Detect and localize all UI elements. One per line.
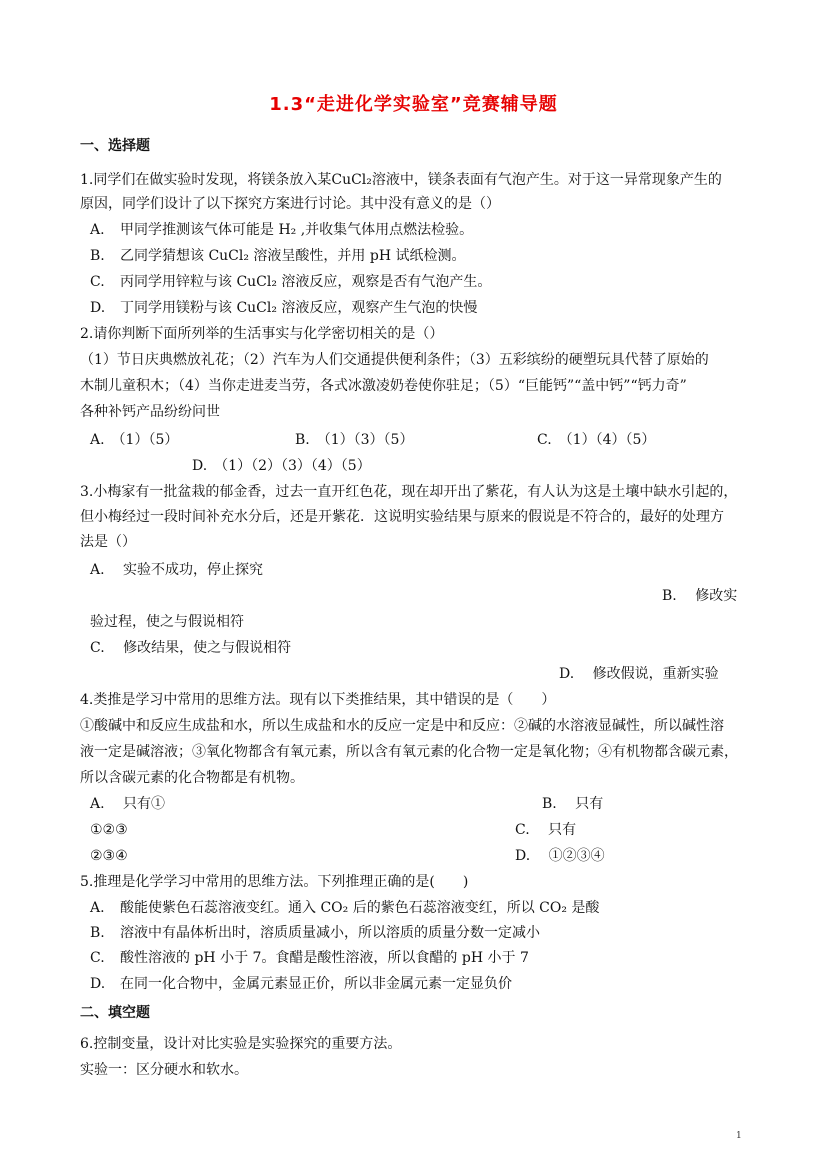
q5-stem: 5.推理是化学学习中常用的思维方法。下列推理正确的是( )	[80, 874, 469, 890]
q3-text-line2: 但小梅经过一段时间补充水分后，还是开紫花．这说明实验结果与原来的假说是不符合的，最好的处理方	[80, 509, 724, 525]
q4-text-line2: 液一定是碱溶液；③氧化物都含有氧元素，所以含有氧元素的化合物一定是氧化物；④有机物都含碳元素，	[80, 744, 738, 760]
q2-text-line2: 木制儿童积木；（4）当你走进麦当劳，各式冰激凌奶卷使你驻足；（5）“巨能钙”“盖中钙”“钙力奇”	[80, 378, 687, 394]
q1-option-d	[90, 298, 477, 318]
q2-stem: 2.请你判断下面所列举的生活事实与化学密切相关的是（）	[80, 326, 444, 342]
section-heading-fill: 二、填空题	[80, 1005, 150, 1021]
q5-option-a-label: A.	[90, 900, 105, 916]
q4-text-line3: 所以含碳元素的化合物都是有机物。	[80, 770, 304, 786]
q2-option-a: A. （1）（5）	[90, 432, 179, 448]
q1-option-c	[90, 272, 491, 292]
q3-option-b: B. 修改实	[662, 588, 738, 604]
q1-stem-line2: 原因，同学们设计了以下探究方案进行讨论。其中没有意义的是（）	[80, 196, 500, 212]
q1-option-a	[90, 220, 473, 240]
q3-option-a: A. 实验不成功，停止探究	[90, 562, 264, 578]
q1-option-c-text: 丙同学用锌粒与该 CuCl₂ 溶液反应，观察是否有气泡产生。	[120, 274, 492, 290]
q1-option-d-label: D.	[90, 300, 106, 316]
q4-option-d: D. ①②③④	[515, 848, 605, 864]
q4-option-b-continued: ①②③	[90, 822, 128, 838]
q5-option-d-text: 在同一化合物中，金属元素显正价，所以非金属元素一定显负价	[120, 976, 512, 992]
q5-option-c	[90, 948, 529, 968]
q5-option-c-label: C.	[90, 950, 105, 966]
q1-option-b	[90, 246, 466, 266]
q3-text-line1: 3.小梅家有一批盆栽的郁金香，过去一直开红色花，现在却开出了紫花，有人认为这是土壤中缺水引起的，	[80, 484, 738, 500]
q5-option-a-text: 酸能使紫色石蕊溶液变红。通入 CO₂ 后的紫色石蕊溶液变红，所以 CO₂ 是酸	[120, 900, 600, 916]
page-number: 1	[736, 1131, 742, 1141]
q3-option-d: D. 修改假说，重新实验	[559, 666, 719, 682]
q1-option-d-text: 丁同学用镁粉与该 CuCl₂ 溶液反应，观察产生气泡的快慢	[120, 300, 478, 316]
q4-text-line1: ①酸碱中和反应生成盐和水，所以生成盐和水的反应一定是中和反应：②碱的水溶液显碱性，所以碱性溶	[80, 718, 724, 734]
q5-option-b	[90, 923, 540, 943]
q5-option-b-text: 溶液中有晶体析出时，溶质质量减小，所以溶质的质量分数一定减小	[120, 925, 540, 941]
q6-stem: 6.控制变量，设计对比实验是实验探究的重要方法。	[80, 1036, 402, 1052]
q5-option-d	[90, 974, 512, 994]
q2-option-b: B. （1）（3）（5）	[295, 432, 414, 448]
q5-option-d-label: D.	[90, 976, 106, 992]
q5-option-b-label: B.	[90, 925, 105, 941]
q1-option-c-label: C.	[90, 274, 105, 290]
q4-option-c: C. 只有	[515, 822, 577, 838]
section-heading-choice: 一、选择题	[80, 138, 150, 154]
q4-option-b: B. 只有	[542, 796, 604, 812]
q4-option-c-continued: ②③④	[90, 848, 128, 864]
q1-option-a-label: A.	[90, 222, 105, 238]
q2-text-line1: （1）节日庆典燃放礼花；（2）汽车为人们交通提供便利条件；（3）五彩缤纷的硬塑玩具代替了原始的	[80, 352, 709, 368]
q1-option-b-text: 乙同学猜想该 CuCl₂ 溶液呈酸性，并用 pH 试纸检测。	[120, 248, 466, 264]
q2-text-line3: 各种补钙产品纷纷问世	[80, 404, 220, 420]
q3-option-c: C. 修改结果，使之与假说相符	[90, 640, 292, 656]
q2-option-c: C. （1）（4）（5）	[537, 432, 656, 448]
q1-option-b-label: B.	[90, 248, 105, 264]
q5-option-a	[90, 898, 599, 918]
q3-text-line3: 法是（）	[80, 534, 136, 550]
q4-stem: 4.类推是学习中常用的思维方法。现有以下类推结果，其中错误的是（ ）	[80, 692, 556, 708]
q4-option-a: A. 只有①	[90, 796, 166, 812]
q5-option-c-text: 酸性溶液的 pH 小于 7。食醋是酸性溶液，所以食醋的 pH 小于 7	[120, 950, 529, 966]
q2-option-d: D. （1）（2）（3）（4）（5）	[192, 458, 371, 474]
q1-option-a-text: 甲同学推测该气体可能是 H₂ ,并收集气体用点燃法检验。	[120, 222, 474, 238]
q6-experiment-1: 实验一：区分硬水和软水。	[80, 1062, 248, 1078]
q3-option-b-continued: 验过程，使之与假说相符	[90, 614, 244, 630]
q1-stem-line1: 1.同学们在做实验时发现，将镁条放入某CuCl₂溶液中，镁条表面有气泡产生。对于这一异常现象产生的	[80, 172, 722, 188]
page-title: 1.3“走进化学实验室”竞赛辅导题	[269, 94, 558, 115]
